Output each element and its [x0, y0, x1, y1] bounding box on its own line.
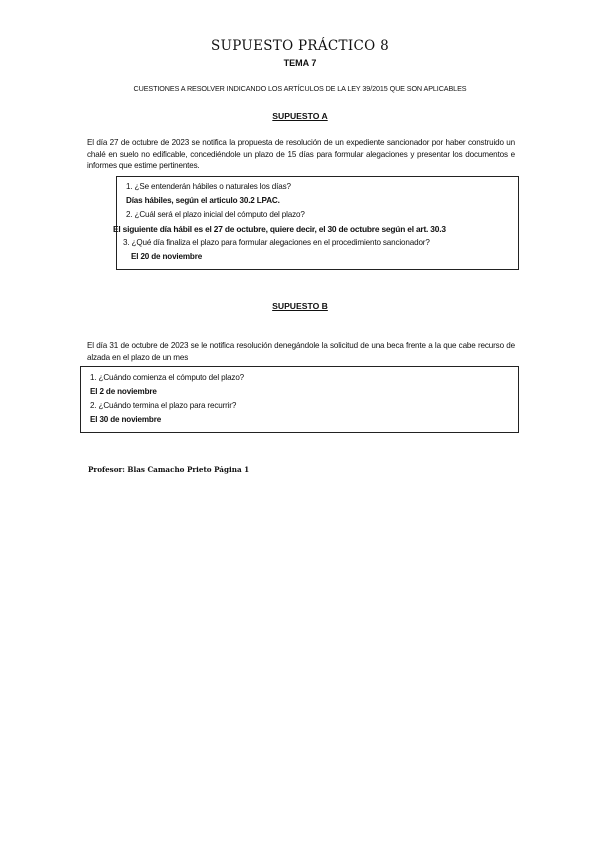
supuesto-a-answer-box [113, 176, 519, 270]
page-footer: Profesor: Blas Camacho Prieto Página 1 [88, 465, 250, 474]
supuesto-b-question-2: 2. ¿Cuándo termina el plazo para recurrir? [90, 401, 237, 410]
document-subtitle: TEMA 7 [283, 58, 317, 68]
supuesto-a-answer-2: El siguiente día hábil es el 27 de octubre, quiere decir, el 30 de octubre según el art. 30.3 [113, 224, 446, 234]
supuesto-a-heading: SUPUESTO A [272, 111, 328, 121]
supuesto-a-question-3: 3. ¿Qué día finaliza el plazo para formular alegaciones en el procedimiento sancionador? [123, 238, 430, 247]
supuesto-b-answer-1: El 2 de noviembre [90, 387, 157, 396]
document-title: SUPUESTO PRÁCTICO 8 [211, 38, 389, 54]
supuesto-a-answer-1: Días hábiles, según el articulo 30.2 LPAC. [126, 196, 280, 205]
supuesto-a-question-2: 2. ¿Cuál será el plazo inicial del cómputo del plazo? [126, 210, 305, 219]
supuesto-b-heading: SUPUESTO B [272, 301, 328, 311]
supuesto-a-question-1: 1. ¿Se entenderán hábiles o naturales los días? [126, 182, 291, 191]
supuesto-a-paragraph: El día 27 de octubre de 2023 se notifica la propuesta de resolución de un expediente sancionador por haber construido un chalé en suelo no edificable, concediéndole un plazo de 15 días para formular alegaciones y presentar los documentos e informes que estime pertinentes. [87, 138, 515, 170]
supuesto-b-question-1: 1. ¿Cuándo comienza el cómputo del plazo? [90, 373, 245, 382]
instructions-text: CUESTIONES A RESOLVER INDICANDO LOS ARTÍCULOS DE LA LEY 39/2015 QUE SON APLICABLES [133, 84, 467, 93]
supuesto-b-paragraph: El día 31 de octubre de 2023 se le notifica resolución denegándole la solicitud de una beca frente a la que cabe recurso de alzada en el plazo de un mes [87, 341, 515, 362]
supuesto-b-answer-2: El 30 de noviembre [90, 415, 162, 424]
supuesto-a-answer-3: El 20 de noviembre [131, 252, 203, 261]
supuesto-b-answer-box [80, 366, 519, 433]
